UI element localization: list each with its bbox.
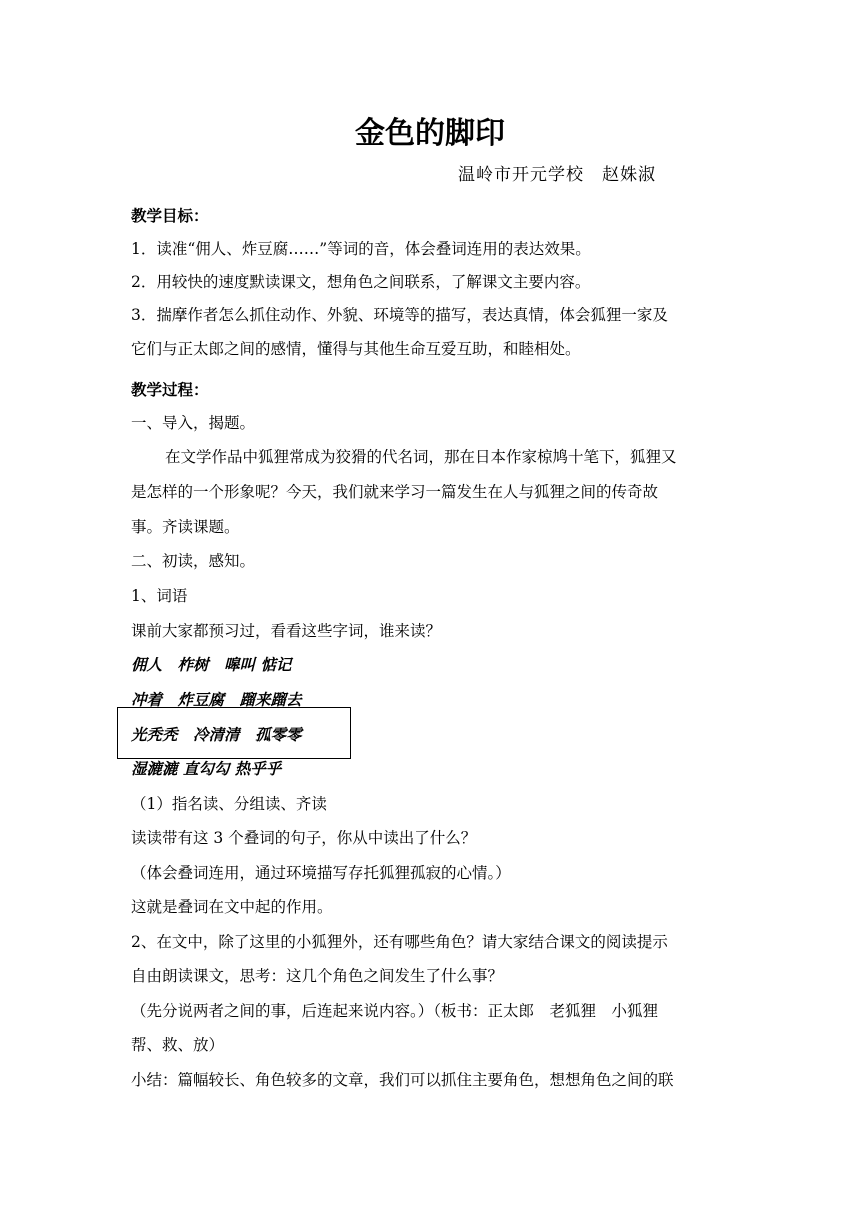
item-2-line-1: 2、在文中，除了这里的小狐狸外，还有哪些角色？请大家结合课文的阅读提示: [131, 933, 668, 951]
paragraph-1-line-3: 事。齐读课题。: [131, 518, 240, 536]
goal-1: 1．读准“佣人、炸豆腐……”等词的音，体会叠词连用的表达效果。: [131, 240, 591, 258]
process-heading: 教学过程：: [131, 381, 209, 399]
question-2: 读读带有这 3 个叠词的句子，你从中读出了什么？: [131, 829, 477, 847]
goal-3-line-2: 它们与正太郎之间的感情，懂得与其他生命互爱互助，和睦相处。: [131, 340, 581, 358]
goal-3-line-1: 3．揣摩作者怎么抓住动作、外貌、环境等的描写，表达真情，体会狐狸一家及: [131, 306, 668, 324]
paragraph-1-line-2: 是怎样的一个形象呢？今天，我们就来学习一篇发生在人与狐狸之间的传奇故: [131, 483, 659, 501]
item-2-line-2: 自由朗读课文，思考：这几个角色之间发生了什么事？: [131, 967, 504, 985]
question-1: 课前大家都预习过，看看这些字词，谁来读？: [131, 622, 442, 640]
paragraph-1-line-1: 在文学作品中狐狸常成为狡猾的代名词，那在日本作家椋鸠十笔下，狐狸又: [165, 448, 677, 466]
document-title: 金色的脚印: [355, 116, 505, 151]
answer-2: （体会叠词连用，通过环境描写存托狐狸孤寂的心情。）: [131, 864, 511, 882]
summary-line: 小结：篇幅较长、角色较多的文章，我们可以抓住主要角色，想想角色之间的联: [131, 1071, 674, 1089]
word-group-3: 光秃秃 冷清清 孤零零: [131, 726, 302, 744]
step-1: （1）指名读、分组读、齐读: [131, 795, 327, 813]
item-2-line-3: （先分说两者之间的事，后连起来说内容。）（板书：正太郎 老狐狸 小狐狸: [131, 1002, 659, 1020]
word-group-4: 湿漉漉 直勾勾 热乎乎: [131, 760, 282, 778]
word-group-2: 冲着 炸豆腐 蹓来蹓去: [131, 691, 302, 709]
section-2-heading: 二、初读，感知。: [131, 552, 256, 570]
goals-heading: 教学目标：: [131, 207, 209, 225]
item-1-heading: 1、词语: [131, 587, 188, 605]
section-1-heading: 一、导入，揭题。: [131, 414, 256, 432]
author-byline: 温岭市开元学校 赵姝淑: [458, 165, 656, 185]
word-group-1: 佣人 柞树 嗥叫 惦记: [131, 656, 292, 674]
item-2-line-4: 帮、救、放）: [131, 1036, 225, 1054]
goal-2: 2．用较快的速度默读课文，想角色之间联系，了解课文主要内容。: [131, 273, 591, 291]
note-2: 这就是叠词在文中起的作用。: [131, 898, 333, 916]
